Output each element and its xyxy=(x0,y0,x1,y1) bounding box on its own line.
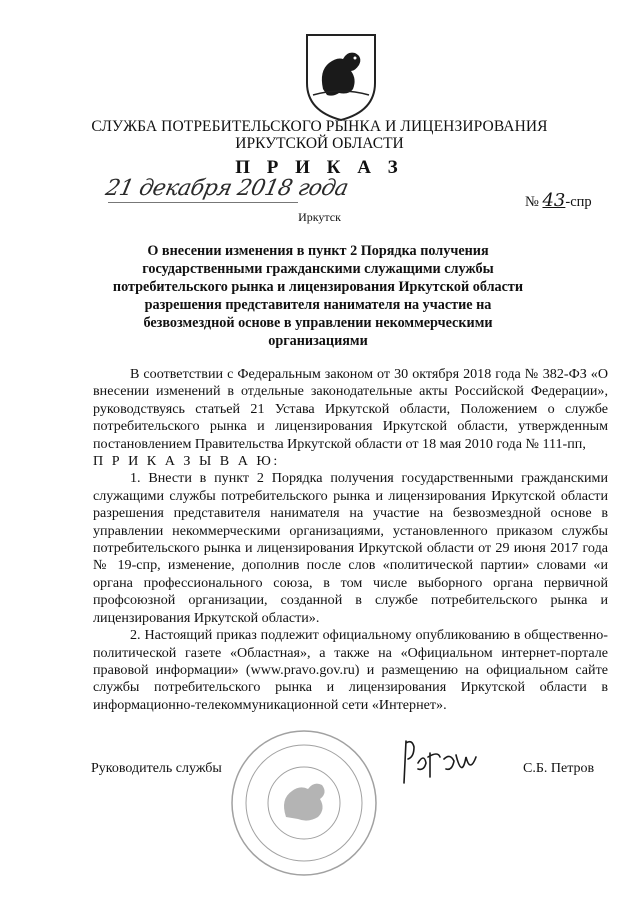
signatory-position: Руководитель службы xyxy=(91,761,222,776)
item-1-paragraph: 1. Внести в пункт 2 Порядка получения государственными гражданскими служащими службы потребительского рынка и лицензирования Иркутской области разрешения представителя нанимателя на участие на безвозмездной основе в управлении некоммерческими организациями, установленного приказом службы потребительского рынка и лицензирования Иркутской области от 29 июня 2017 года № 19-спр, изменение, дополнив после слов «политической партии» словами «и органа профессионального союза, в том числе выборного органа первичной профсоюзной организации, созданной в службе потребительского рынка и лицензирования Иркутской области». xyxy=(93,470,608,626)
signatory-name: С.Б. Петров xyxy=(523,761,595,776)
intro-paragraph: В соответствии с Федеральным законом от 30 октября 2018 года № 382-ФЗ «О внесении изменений в отдельные законодательные акты Российской Федерации», руководствуясь статьей 21 Устава Иркутской области, Положением о службе потребительского рынка и лицензирования Иркутской области, утвержденным постановлением Правительства Иркутской области от 18 мая 2010 года № 111-пп, xyxy=(93,366,608,452)
handwritten-signature xyxy=(400,733,486,793)
document-title: П Р И К А З xyxy=(235,157,404,178)
item-2-paragraph: 2. Настоящий приказ подлежит официальному опубликованию в общественно-политической газете «Областная», а также на «Официальном интернет-портале правовой информации» (www.pravo.gov.ru) и размещению на официальном сайте службы потребительского рынка и лицензирования Иркутской области в информационно-телекоммуникационной сети «Интернет». xyxy=(93,627,608,713)
number-suffix: -спр xyxy=(565,194,592,210)
organization-name-line1: СЛУЖБА ПОТРЕБИТЕЛЬСКОГО РЫНКА И ЛИЦЕНЗИРОВАНИЯ xyxy=(91,118,548,135)
handwritten-date: 21 декабря 2018 года xyxy=(103,176,351,201)
order-word: П Р И К А З Ы В А Ю: xyxy=(93,453,280,470)
order-number xyxy=(525,190,592,211)
official-stamp xyxy=(228,727,380,879)
order-body xyxy=(93,366,608,714)
date-underline xyxy=(108,202,298,203)
number-value: 43 xyxy=(542,190,566,211)
number-prefix: № xyxy=(525,194,539,210)
organization-name-line2: ИРКУТСКОЙ ОБЛАСТИ xyxy=(235,135,404,152)
coat-of-arms-emblem xyxy=(303,31,379,123)
order-subject: О внесении изменения в пункт 2 Порядка получения государственными гражданскими служащими службы потребительского рынка и лицензирования Иркутской области разрешения представителя нанимателя на участие на безвозмездной основе в управлении некоммерческими организациями xyxy=(112,243,524,349)
city: Иркутск xyxy=(298,210,341,224)
